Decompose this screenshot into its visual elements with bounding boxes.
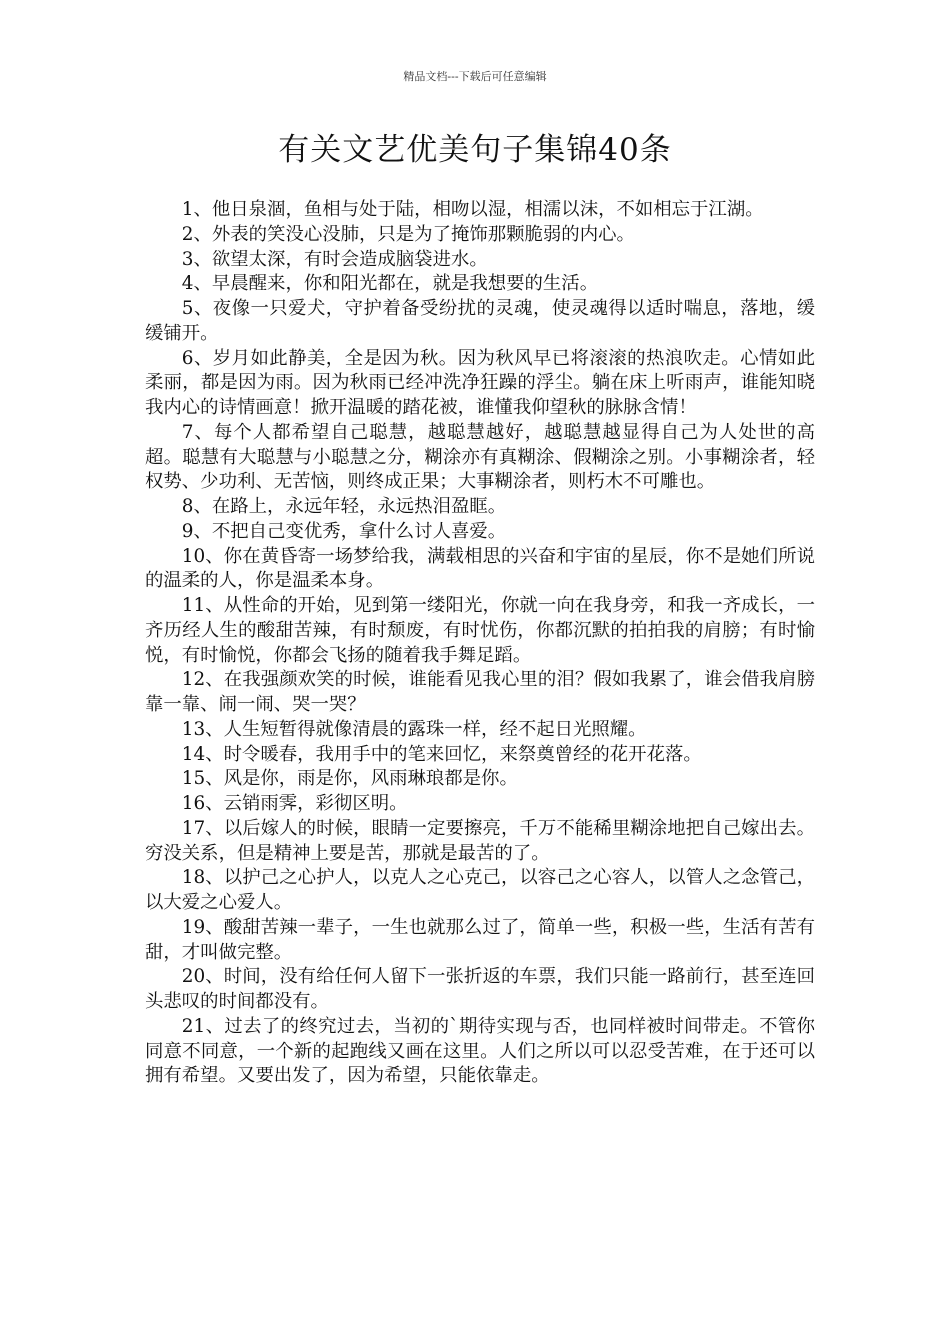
paragraph: 7、每个人都希望自己聪慧，越聪慧越好，越聪慧越显得自己为人处世的高超。聪慧有大聪慧与小聪慧之分，糊涂亦有真糊涂、假糊涂之别。小事糊涂者，轻权势、少功利、无苦恼，则终成正果；大事糊涂者，则朽木不可雕也。	[145, 421, 815, 493]
paragraph: 21、过去了的终究过去，当初的`期待实现与否，也同样被时间带走。不管你同意不同意，一个新的起跑线又画在这里。人们之所以可以忍受苦难，在于还可以拥有希望。又要出发了，因为希望，只能依靠走。	[145, 1015, 815, 1087]
paragraph: 12、在我强颜欢笑的时候，谁能看见我心里的泪？假如我累了，谁会借我肩膀靠一靠、闹一闹、哭一哭？	[145, 669, 815, 715]
paragraph: 9、不把自己变优秀，拿什么讨人喜爱。	[181, 520, 507, 542]
paragraph: 5、夜像一只爱犬，守护着备受纷扰的灵魂，使灵魂得以适时喘息，落地，缓缓铺开。	[145, 298, 815, 344]
paragraph: 8、在路上，永远年轻，永远热泪盈眶。	[181, 496, 507, 517]
paragraph: 2、外表的笑没心没肺，只是为了掩饰那颗脆弱的内心。	[181, 223, 635, 245]
paragraph: 14、时令暖春，我用手中的笔来回忆，来祭奠曾经的花开花落。	[181, 743, 702, 765]
paragraph: 20、时间，没有给任何人留下一张折返的车票，我们只能一路前行，甚至连回头悲叹的时间都没有。	[145, 966, 815, 1012]
paragraph: 16、云销雨霁，彩彻区明。	[181, 793, 408, 814]
paragraph: 4、早晨醒来，你和阳光都在，就是我想要的生活。	[181, 273, 599, 295]
paragraph: 19、酸甜苦辣一辈子，一生也就那么过了，简单一些，积极一些，生活有苦有甜，才叫做完整。	[145, 916, 815, 963]
header-note: 精品文档---下载后可任意编辑	[403, 70, 547, 83]
page-title: 有关文艺优美句子集锦40条	[278, 132, 672, 168]
paragraph: 15、风是你，雨是你，风雨琳琅都是你。	[181, 768, 518, 790]
paragraph: 13、人生短暂得就像清晨的露珠一样，经不起日光照耀。	[181, 718, 647, 740]
paragraph: 17、以后嫁人的时候，眼睛一定要擦亮，千万不能稀里糊涂地把自己嫁出去。穷没关系，但是精神上要是苦，那就是最苦的了。	[145, 817, 815, 864]
paragraph: 6、岁月如此静美，全是因为秋。因为秋风早已将滚滚的热浪吹走。心情如此柔丽，都是因为雨。因为秋雨已经冲洗净狂躁的浮尘。躺在床上听雨声，谁能知晓我内心的诗情画意！掀开温暖的踏花被，谁懂我仰望秋的脉脉含情！	[145, 347, 815, 418]
paragraph: 18、以护己之心护人，以克人之心克己，以容己之心容人，以管人之念管己，以大爱之心爱人。	[145, 867, 815, 913]
paragraph: 10、你在黄昏寄一场梦给我，满载相思的兴奋和宇宙的星辰，你不是她们所说的温柔的人，你是温柔本身。	[145, 545, 815, 592]
paragraph: 1、他日泉涸，鱼相与处于陆，相吻以湿，相濡以沫，不如相忘于江湖。	[181, 199, 764, 220]
paragraph: 3、欲望太深，有时会造成脑袋进水。	[181, 248, 488, 270]
paragraph: 11、从性命的开始，见到第一缕阳光，你就一向在我身旁，和我一齐成长，一齐历经人生的酸甜苦辣，有时颓废，有时忧伤，你都沉默的拍拍我的肩膀；有时愉悦，有时愉悦，你都会飞扬的随着我手舞足蹈。	[145, 595, 815, 666]
document-body	[145, 198, 815, 1089]
